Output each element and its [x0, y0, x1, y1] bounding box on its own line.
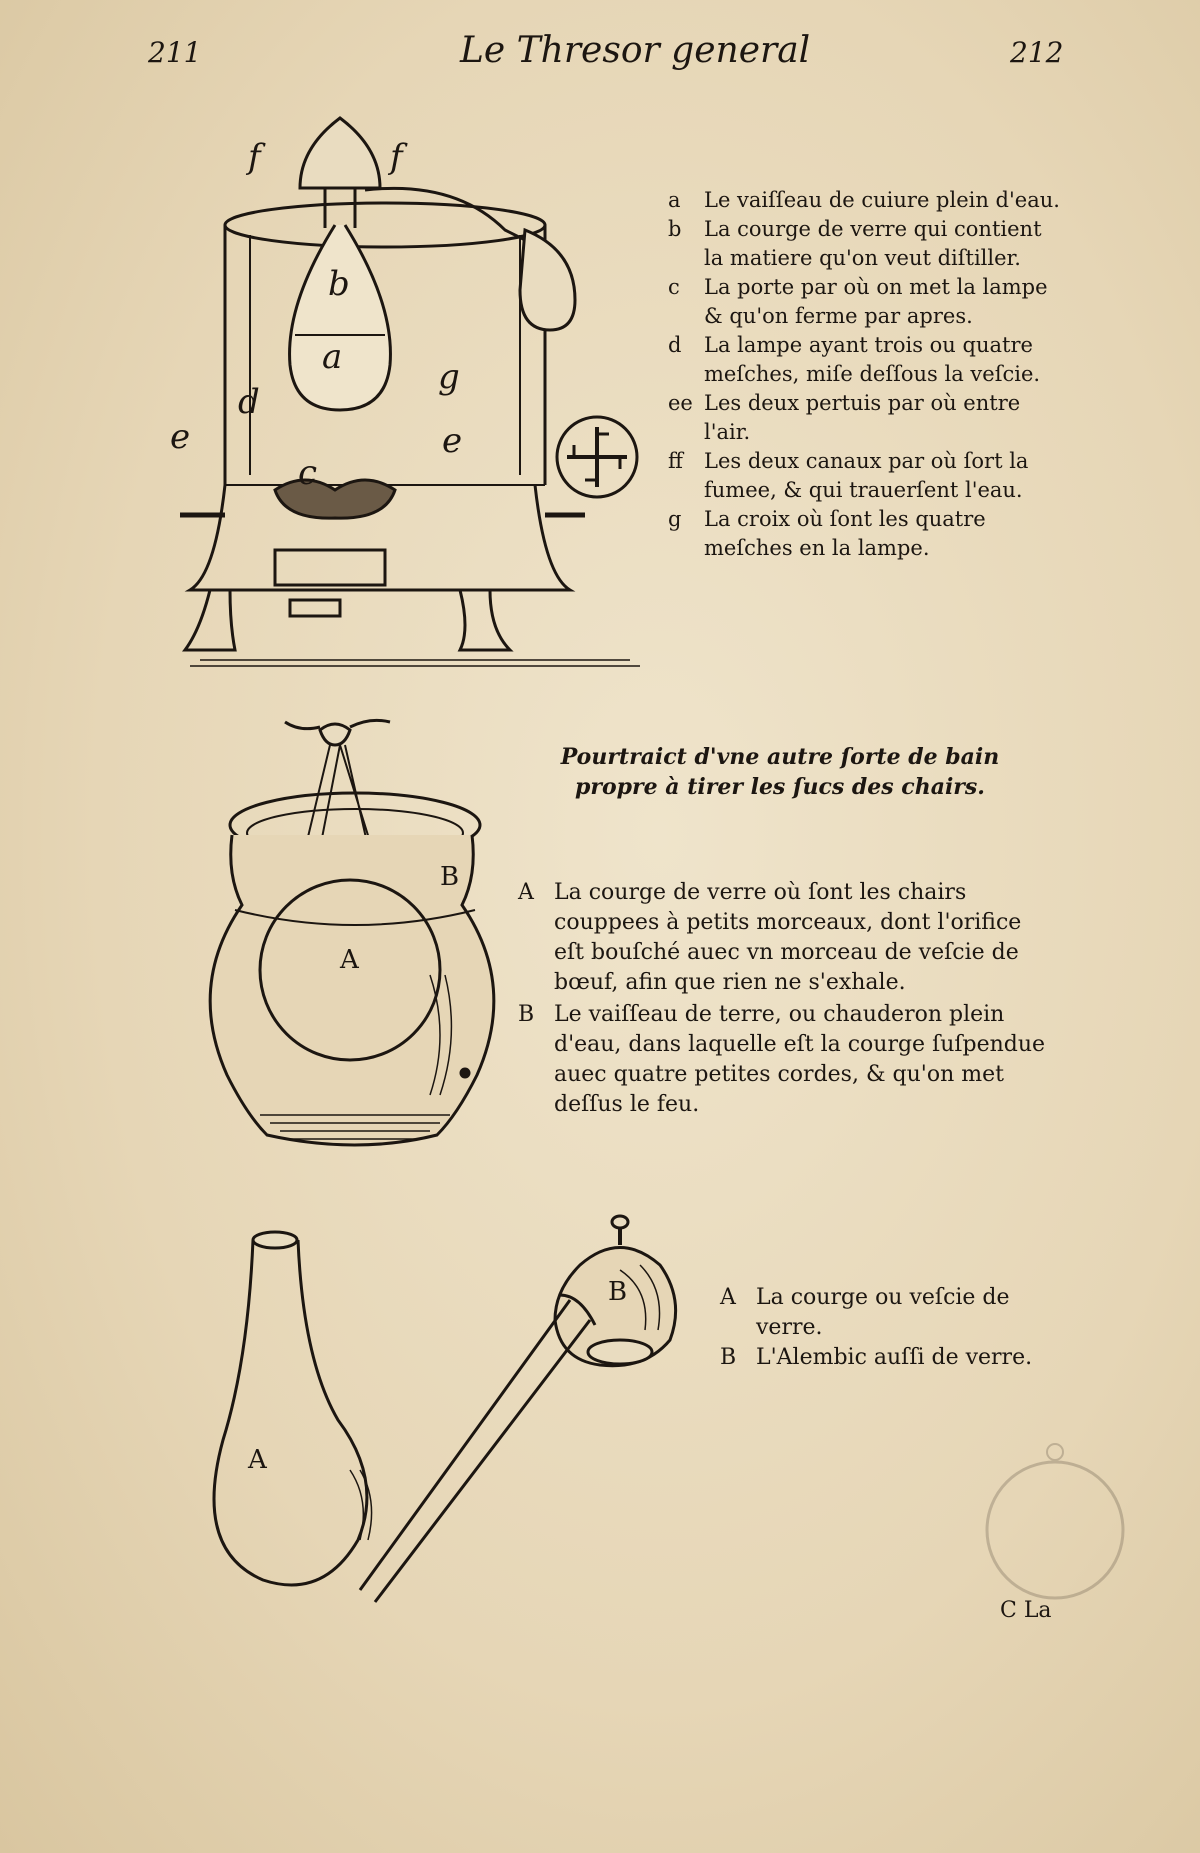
bleed-through-mark	[975, 1440, 1135, 1600]
legend-key: B	[518, 1002, 535, 1027]
fig1-label-f-right: f	[390, 137, 403, 177]
legend-row	[668, 273, 1063, 331]
fig2-label-B: B	[440, 862, 460, 892]
figure3-woodcut	[200, 1210, 680, 1590]
legend-row	[668, 505, 1063, 563]
legend-row	[668, 331, 1063, 389]
legend-text: Les deux pertuis par où entre l'air.	[704, 391, 1021, 444]
legend-key: d	[668, 333, 682, 357]
running-title: Le Thresor general	[460, 30, 811, 71]
legend-row	[668, 186, 1063, 215]
fig1-label-f-left: f	[248, 137, 261, 177]
fig1-label-d: d	[238, 382, 260, 422]
left-page-number: 211	[148, 36, 202, 69]
legend-row	[668, 215, 1063, 273]
fig1-label-e-left: e	[170, 417, 191, 457]
figure2-legend	[518, 878, 1058, 1120]
fig1-label-b: b	[328, 264, 350, 304]
legend-key: c	[668, 275, 680, 299]
legend-text: La croix où ſont les quatre meſches en la lampe.	[704, 507, 986, 560]
legend-text: La courge ou veſcie de verre.	[756, 1285, 1010, 1340]
fig2-label-A: A	[340, 945, 359, 975]
fig3-label-A: A	[248, 1445, 267, 1475]
legend-text: La courge de verre où ſont les chairs couppees à petits morceaux, dont l'orifice eſt bouſché auec vn morceau de veſcie de bœuf, afin que rien ne s'exhale.	[554, 880, 1022, 995]
legend-text: La lampe ayant trois ou quatre meſches, miſe deſſous la veſcie.	[704, 333, 1041, 386]
legend-key: b	[668, 217, 682, 241]
legend-key: a	[668, 188, 681, 212]
figure2-woodcut	[200, 715, 500, 1155]
legend-row	[668, 389, 1063, 447]
legend-text: La courge de verre qui contient la matiere qu'on veut diſtiller.	[704, 217, 1042, 270]
legend-text: Les deux canaux par où ſort la fumee, & qui trauerſent l'eau.	[704, 449, 1029, 502]
legend-row	[518, 1000, 1058, 1120]
fig1-label-c: c	[298, 453, 318, 493]
legend-text: Le vaiſſeau de cuiure plein d'eau.	[704, 188, 1060, 212]
catchword: C La	[1000, 1598, 1052, 1623]
legend-key: g	[668, 507, 682, 531]
legend-row	[720, 1343, 1060, 1373]
legend-row	[720, 1283, 1060, 1343]
figure2-caption: Pourtraict d'vne autre ſorte de bain propre à tirer les ſucs des chairs.	[560, 744, 1000, 800]
fig1-label-a: a	[322, 337, 343, 377]
fig3-label-B: B	[608, 1277, 628, 1307]
cross-wick-emblem	[552, 412, 642, 502]
legend-text: L'Alembic auſſi de verre.	[756, 1345, 1033, 1370]
legend-key: A	[518, 880, 534, 905]
legend-text: Le vaiſſeau de terre, ou chauderon plein d'eau, dans laquelle eſt la courge ſuſpendue auec quatre petites cordes, & qu'on met deſſus le feu.	[554, 1002, 1046, 1117]
figure1-legend	[668, 186, 1063, 563]
figure3-legend	[720, 1283, 1060, 1373]
legend-text: La porte par où on met la lampe & qu'on ferme par apres.	[704, 275, 1048, 328]
figure1-woodcut	[170, 110, 660, 670]
fig1-label-e-right: e	[442, 421, 463, 461]
fig1-label-g: g	[438, 357, 460, 397]
legend-key: B	[720, 1345, 737, 1370]
legend-key: ee	[668, 391, 693, 415]
legend-row	[518, 878, 1058, 998]
legend-key: A	[720, 1285, 736, 1310]
right-page-number: 212	[1010, 36, 1064, 69]
legend-key: ff	[668, 449, 683, 473]
legend-row	[668, 447, 1063, 505]
